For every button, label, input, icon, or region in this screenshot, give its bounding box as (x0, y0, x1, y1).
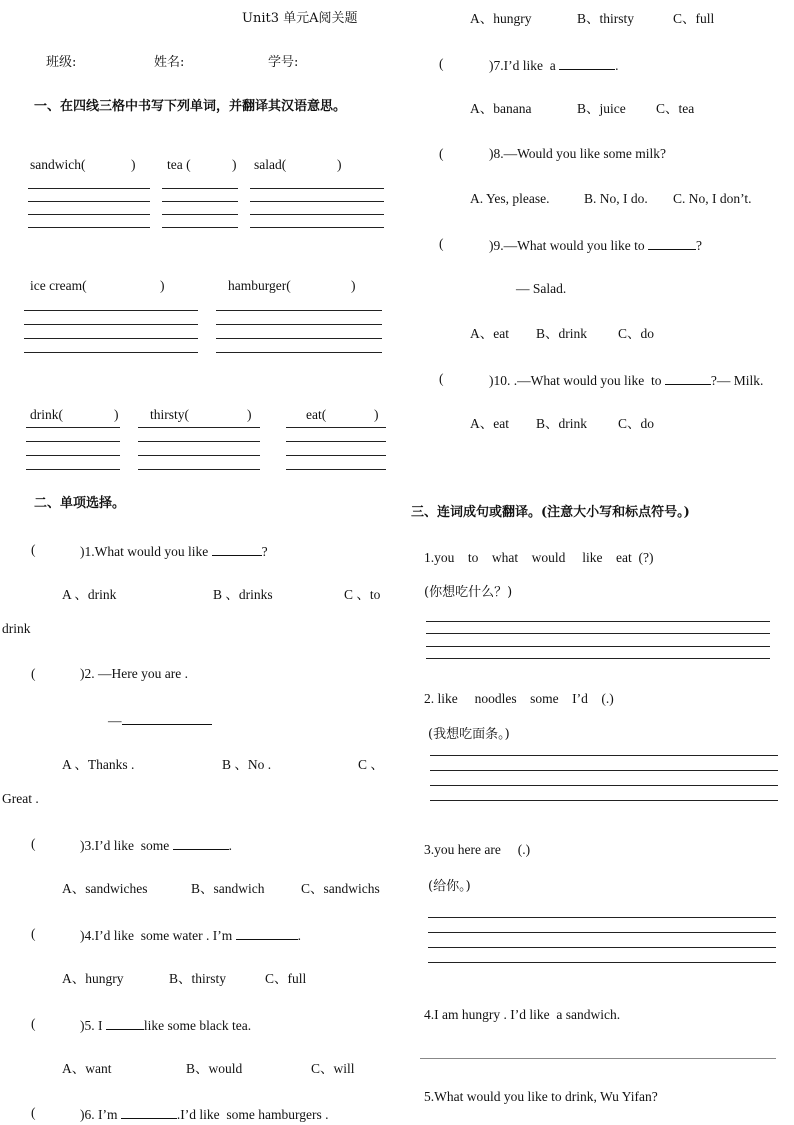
answer-line[interactable] (428, 917, 776, 918)
answer-paren[interactable]: ( (439, 56, 444, 71)
question-4 (80, 927, 301, 943)
name-label: 姓名: (154, 55, 185, 70)
word-close: ) (114, 407, 119, 422)
q6-option-c[interactable]: C、full (673, 11, 715, 26)
item5-words: 5.What would you like to drink, Wu Yifan? (424, 1089, 658, 1104)
q5-blank[interactable] (106, 1017, 144, 1030)
word-close: ) (337, 157, 342, 172)
writing-line[interactable] (216, 338, 382, 339)
q10-option-a[interactable]: A、eat (470, 416, 509, 431)
q7-text: )7.I’d like a (489, 58, 556, 73)
writing-line[interactable] (250, 214, 384, 215)
q6-blank[interactable] (121, 1106, 177, 1119)
writing-line[interactable] (28, 188, 150, 189)
item1-words: 1.you to what would like eat (?) (424, 550, 654, 565)
word-salad: salad( (254, 157, 287, 172)
writing-line[interactable] (250, 201, 384, 202)
writing-line[interactable] (286, 441, 386, 442)
q1-option-a[interactable]: A 、drink (62, 587, 117, 602)
answer-paren[interactable]: ( (31, 1105, 36, 1120)
word-close: ) (374, 407, 379, 422)
answer-line[interactable] (430, 755, 778, 756)
q9-answer: — Salad. (516, 281, 567, 296)
answer-paren[interactable]: ( (439, 146, 444, 161)
q4-option-b[interactable]: B、thirsty (169, 971, 227, 986)
q10-blank[interactable] (665, 372, 711, 385)
q6-option-b[interactable]: B、thirsty (577, 11, 635, 26)
writing-line[interactable] (24, 324, 198, 325)
writing-line[interactable] (138, 469, 260, 470)
writing-line[interactable] (162, 227, 238, 228)
answer-line[interactable] (430, 800, 778, 801)
writing-line[interactable] (162, 214, 238, 215)
answer-line[interactable] (428, 962, 776, 963)
item1-hint: (你想吃什么？) (424, 585, 513, 600)
q10-option-b[interactable]: B、drink (536, 416, 588, 431)
word-tea: tea ( (167, 157, 191, 172)
number-label: 学号: (268, 55, 299, 70)
answer-line[interactable] (426, 633, 770, 634)
item4-words: 4.I am hungry . I’d like a sandwich. (424, 1007, 621, 1022)
q2-option-c-cont: Great . (2, 791, 39, 806)
q2-option-c[interactable]: C 、 (358, 757, 384, 772)
writing-line[interactable] (216, 310, 382, 311)
writing-line[interactable] (286, 469, 386, 470)
writing-line[interactable] (26, 469, 120, 470)
writing-line[interactable] (24, 352, 198, 353)
q2-response (108, 712, 212, 728)
item3-words: 3.you here are (.) (424, 842, 531, 857)
writing-line[interactable] (216, 324, 382, 325)
q6-text: )6. I’m (80, 1107, 118, 1122)
q6-end: .I’d like some hamburgers . (176, 1107, 329, 1122)
answer-paren[interactable]: ( (439, 236, 444, 251)
q8-text: )8.—Would you like some milk? (489, 146, 667, 161)
answer-line[interactable] (430, 770, 778, 771)
word-sandwich: sandwich( (30, 157, 86, 172)
q3-option-b[interactable]: B、sandwich (191, 881, 265, 896)
answer-paren[interactable]: ( (31, 666, 36, 681)
q3-option-c[interactable]: C、sandwichs (301, 881, 380, 896)
question-10 (489, 372, 763, 388)
answer-line[interactable] (426, 658, 770, 659)
q7-option-a[interactable]: A、banana (470, 101, 532, 116)
word-thirsty: thirsty( (150, 407, 189, 422)
writing-line[interactable] (250, 227, 384, 228)
item2-hint: (我想吃面条。) (428, 727, 510, 742)
answer-line[interactable] (426, 621, 770, 622)
writing-line[interactable] (26, 441, 120, 442)
writing-line[interactable] (138, 427, 260, 428)
q10-option-c[interactable]: C、do (618, 416, 655, 431)
item2-words: 2. like noodles some I’d (.) (424, 691, 614, 706)
q1-option-c-cont: drink (2, 621, 31, 636)
q2-text: )2. —Here you are . (80, 666, 188, 681)
q1-blank[interactable] (212, 543, 262, 556)
writing-line[interactable] (216, 352, 382, 353)
writing-line[interactable] (28, 214, 150, 215)
q4-text: )4.I’d like some water . I’m (80, 928, 233, 943)
writing-line[interactable] (138, 441, 260, 442)
question-9 (489, 237, 702, 253)
q8-option-c[interactable]: C. No, I don’t. (673, 191, 752, 206)
answer-line[interactable] (430, 785, 778, 786)
word-ice-cream: ice cream( (30, 278, 87, 293)
q5-option-b[interactable]: B、would (186, 1061, 243, 1076)
class-label: 班级: (46, 55, 77, 70)
answer-line[interactable] (426, 646, 770, 647)
item3-hint: (给你。) (428, 879, 471, 894)
section2-heading: 二、单项选择。 (34, 496, 126, 511)
q5-text: )5. I (80, 1018, 103, 1033)
question-7 (489, 57, 618, 73)
q1-option-c[interactable]: C 、to (344, 587, 381, 602)
q7-blank[interactable] (559, 57, 615, 70)
q6-option-a[interactable]: A、hungry (470, 11, 532, 26)
section1-heading: 一、在四线三格中书写下列单词，并翻译其汉语意思。 (34, 99, 347, 114)
word-close: ) (160, 278, 165, 293)
word-hamburger: hamburger( (228, 278, 291, 293)
q2-option-b[interactable]: B 、No . (222, 757, 272, 772)
q3-blank[interactable] (173, 837, 229, 850)
writing-line[interactable] (28, 201, 150, 202)
answer-line[interactable] (428, 947, 776, 948)
q5-option-c[interactable]: C、will (311, 1061, 355, 1076)
answer-line[interactable] (428, 932, 776, 933)
word-drink: drink( (30, 407, 63, 422)
q10-end: ?— Milk. (710, 373, 764, 388)
writing-line[interactable] (26, 427, 120, 428)
q3-end: . (228, 838, 232, 853)
answer-paren[interactable]: ( (31, 542, 36, 557)
q9-text: )9.—What would you like to (489, 238, 645, 253)
q2-option-a[interactable]: A 、Thanks . (62, 757, 135, 772)
page-title: Unit3 单元A阅关题 (242, 11, 358, 26)
answer-paren[interactable]: ( (31, 1016, 36, 1031)
word-close: ) (232, 157, 237, 172)
question-1 (80, 543, 268, 559)
writing-line[interactable] (24, 310, 198, 311)
q2-blank[interactable] (122, 712, 212, 725)
q10-text: )10. .—What would you like to (489, 373, 662, 388)
answer-paren[interactable]: ( (31, 836, 36, 851)
q1-end: ? (261, 544, 268, 559)
q4-blank[interactable] (236, 927, 298, 940)
q9-option-a[interactable]: A、eat (470, 326, 509, 341)
q7-option-c[interactable]: C、tea (656, 101, 695, 116)
q9-end: ? (695, 238, 702, 253)
writing-line[interactable] (26, 455, 120, 456)
writing-line[interactable] (28, 227, 150, 228)
writing-line[interactable] (286, 455, 386, 456)
q9-option-c[interactable]: C、do (618, 326, 655, 341)
q4-option-c[interactable]: C、full (265, 971, 307, 986)
answer-line[interactable] (420, 1058, 776, 1059)
section3-heading: 三、连词成句或翻译。(注意大小写和标点符号。) (411, 505, 690, 520)
q7-end: . (615, 58, 619, 73)
q3-text: )3.I’d like some (80, 838, 170, 853)
answer-paren[interactable]: ( (31, 926, 36, 941)
q8-option-a[interactable]: A. Yes, please. (470, 191, 550, 206)
q1-text: )1.What would you like (80, 544, 209, 559)
writing-line[interactable] (24, 338, 198, 339)
q9-blank[interactable] (648, 237, 696, 250)
answer-paren[interactable]: ( (439, 371, 444, 386)
q9-option-b[interactable]: B、drink (536, 326, 588, 341)
writing-line[interactable] (162, 201, 238, 202)
question-3 (80, 837, 232, 853)
q4-option-a[interactable]: A、hungry (62, 971, 124, 986)
q2-dash: — (108, 713, 122, 728)
writing-line[interactable] (250, 188, 384, 189)
q3-option-a[interactable]: A、sandwiches (62, 881, 148, 896)
q4-end: . (297, 928, 301, 943)
q8-option-b[interactable]: B. No, I do. (584, 191, 648, 206)
question-6 (80, 1106, 328, 1122)
q1-option-b[interactable]: B 、drinks (213, 587, 273, 602)
word-close: ) (131, 157, 136, 172)
question-5 (80, 1017, 251, 1033)
writing-line[interactable] (162, 188, 238, 189)
q7-option-b[interactable]: B、juice (577, 101, 626, 116)
word-eat: eat( (306, 407, 327, 422)
q5-option-a[interactable]: A、want (62, 1061, 112, 1076)
writing-line[interactable] (286, 427, 386, 428)
word-close: ) (247, 407, 252, 422)
word-close: ) (351, 278, 356, 293)
writing-line[interactable] (138, 455, 260, 456)
q5-end: like some black tea. (143, 1018, 252, 1033)
